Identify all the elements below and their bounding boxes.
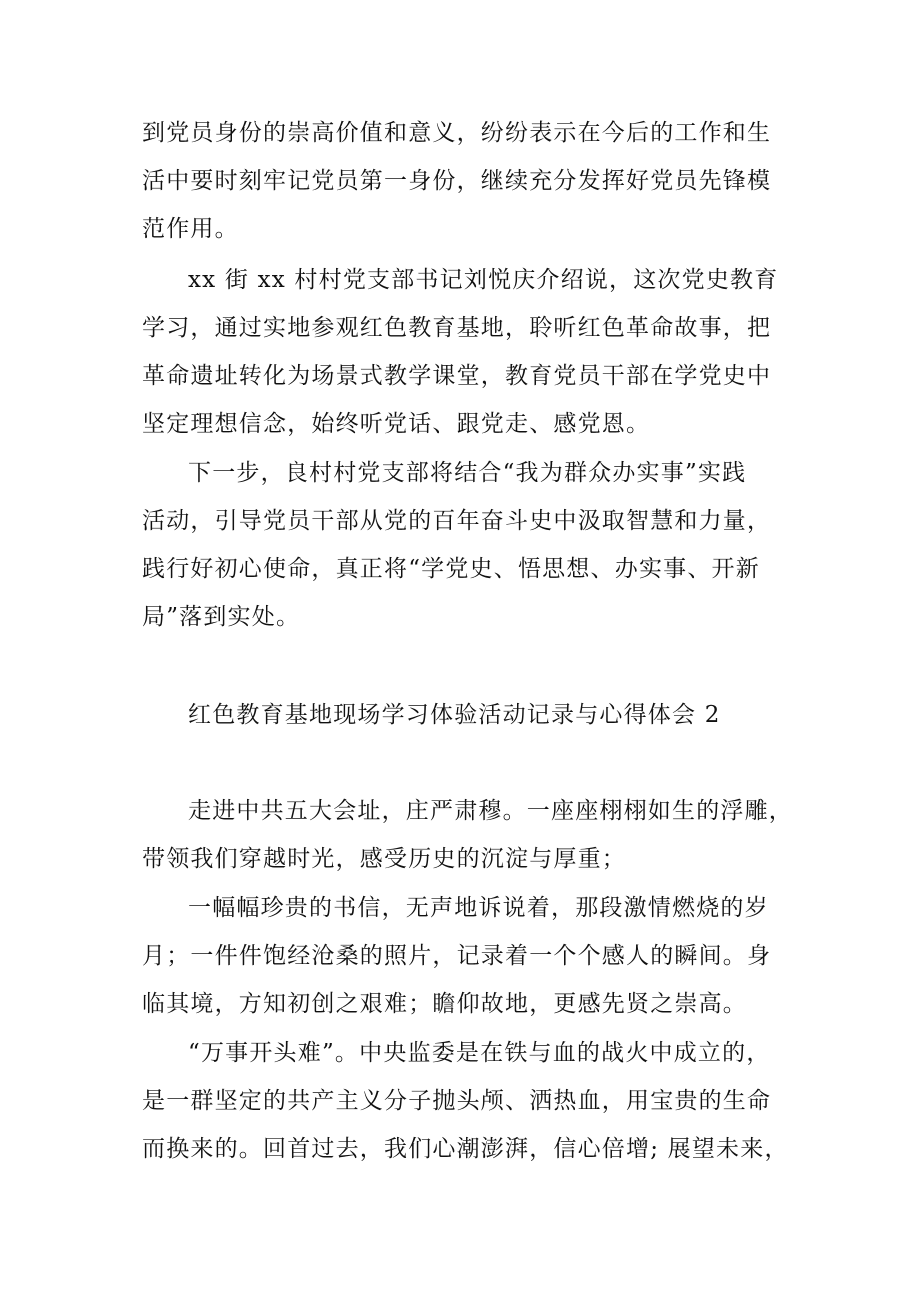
paragraph-line: 坚定理想信念，始终听党话、跟党走、感党恩。 xyxy=(142,411,651,437)
paragraph-line: 而换来的。回首过去，我们心潮澎湃，信心倍增; 展望未来， xyxy=(142,1136,789,1162)
paragraph-line: 走进中共五大会址，庄严肃穆。一座座栩栩如生的浮雕， xyxy=(188,798,793,824)
paragraph-line: 月；一件件饱经沧桑的照片，记录着一个个感人的瞬间。身 xyxy=(142,943,772,969)
paragraph-line: 活中要时刻牢记党员第一身份，继续充分发挥好党员先锋模 xyxy=(142,168,772,194)
paragraph-line: 临其境，方知初创之艰难；瞻仰故地，更感先贤之崇高。 xyxy=(142,991,747,1017)
paragraph-line: 活动，引导党员干部从党的百年奋斗史中汲取智慧和力量， xyxy=(142,508,772,534)
paragraph-line: xx 街 xx 村村党支部书记刘悦庆介绍说，这次党史教育 xyxy=(188,267,779,293)
paragraph-line: 革命遗址转化为场景式教学课堂，教育党员干部在学党史中 xyxy=(142,363,772,389)
paragraph-line: 带领我们穿越时光，感受历史的沉淀与厚重； xyxy=(142,846,626,872)
section-title: 红色教育基地现场学习体验活动记录与心得体会 2 xyxy=(188,702,721,728)
paragraph-line: 是一群坚定的共产主义分子抛头颅、洒热血，用宝贵的生命 xyxy=(142,1088,772,1114)
paragraph-line: 局”落到实处。 xyxy=(142,604,301,630)
paragraph-line: 到党员身份的崇高价值和意义，纷纷表示在今后的工作和生 xyxy=(142,120,772,146)
paragraph-line: 一幅幅珍贵的书信，无声地诉说着，那段激情燃烧的岁 xyxy=(188,895,769,921)
paragraph-line: 践行好初心使命，真正将“学党史、悟思想、办实事、开新 xyxy=(142,556,760,582)
paragraph-line: 学习，通过实地参观红色教育基地，聆听红色革命故事，把 xyxy=(142,315,772,341)
paragraph-line: 范作用。 xyxy=(142,216,239,242)
paragraph-line: 下一步，良村村党支部将结合“我为群众办实事”实践 xyxy=(188,460,747,486)
paragraph-line: “万事开头难”。中央监委是在铁与血的战火中成立的， xyxy=(188,1040,771,1066)
